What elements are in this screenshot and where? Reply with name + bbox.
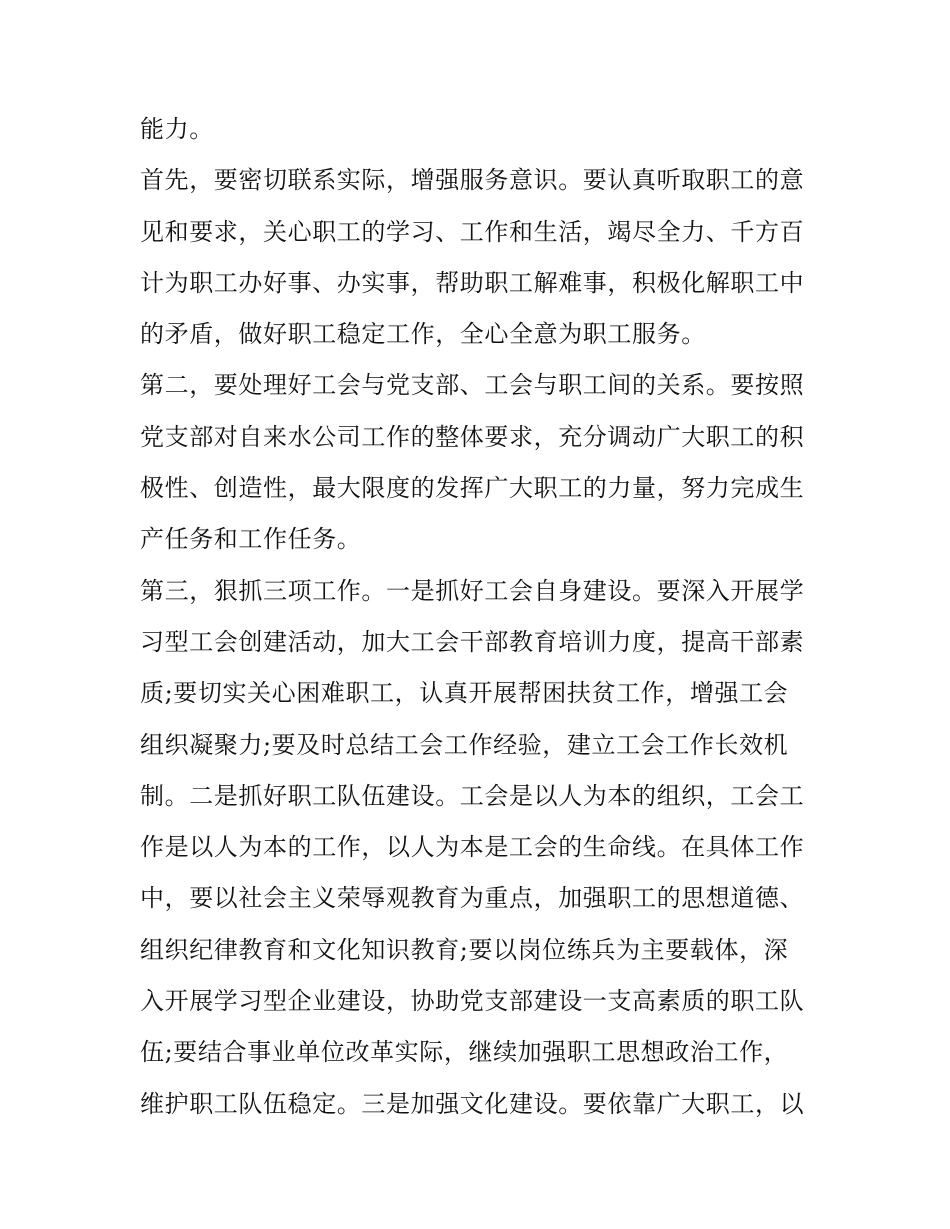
text-line: 组织凝聚力;要及时总结工会工作经验，建立工会工作长效机 bbox=[140, 730, 789, 759]
body-text bbox=[140, 104, 820, 1130]
text-line: 第三，狠抓三项工作。一是抓好工会自身建设。要深入开展学 bbox=[140, 576, 805, 605]
text-line: 作是以人为本的工作，以人为本是工会的生命线。在具体工作 bbox=[140, 833, 805, 862]
text-line: 第二，要处理好工会与党支部、工会与职工间的关系。要按照 bbox=[140, 371, 805, 400]
text-line: 见和要求，关心职工的学习、工作和生活，竭尽全力、千方百 bbox=[140, 217, 805, 246]
text-line: 入开展学习型企业建设，协助党支部建设一支高素质的职工队 bbox=[140, 987, 805, 1016]
text-line: 极性、创造性，最大限度的发挥广大职工的力量，努力完成生 bbox=[140, 474, 805, 503]
text-line: 质;要切实关心困难职工，认真开展帮困扶贫工作，增强工会 bbox=[140, 679, 789, 708]
text-line: 伍;要结合事业单位改革实际，继续加强职工思想政治工作， bbox=[140, 1038, 789, 1067]
text-line: 首先，要密切联系实际，增强服务意识。要认真听取职工的意 bbox=[140, 166, 805, 195]
text-line: 计为职工办好事、办实事，帮助职工解难事，积极化解职工中 bbox=[140, 268, 805, 297]
text-line: 制。二是抓好职工队伍建设。工会是以人为本的组织，工会工 bbox=[140, 781, 805, 810]
text-line: 产任务和工作任务。 bbox=[140, 525, 362, 554]
text-line: 中，要以社会主义荣辱观教育为重点，加强职工的思想道德、 bbox=[140, 884, 805, 913]
text-line: 能力。 bbox=[140, 115, 214, 143]
text-line: 党支部对自来水公司工作的整体要求，充分调动广大职工的积 bbox=[140, 422, 805, 451]
text-line: 的矛盾，做好职工稳定工作，全心全意为职工服务。 bbox=[140, 320, 706, 349]
text-line: 习型工会创建活动，加大工会干部教育培训力度，提高干部素 bbox=[140, 627, 805, 656]
text-line: 维护职工队伍稳定。三是加强文化建设。要依靠广大职工，以 bbox=[140, 1089, 805, 1118]
text-line: 组织纪律教育和文化知识教育;要以岗位练兵为主要载体，深 bbox=[140, 935, 789, 964]
